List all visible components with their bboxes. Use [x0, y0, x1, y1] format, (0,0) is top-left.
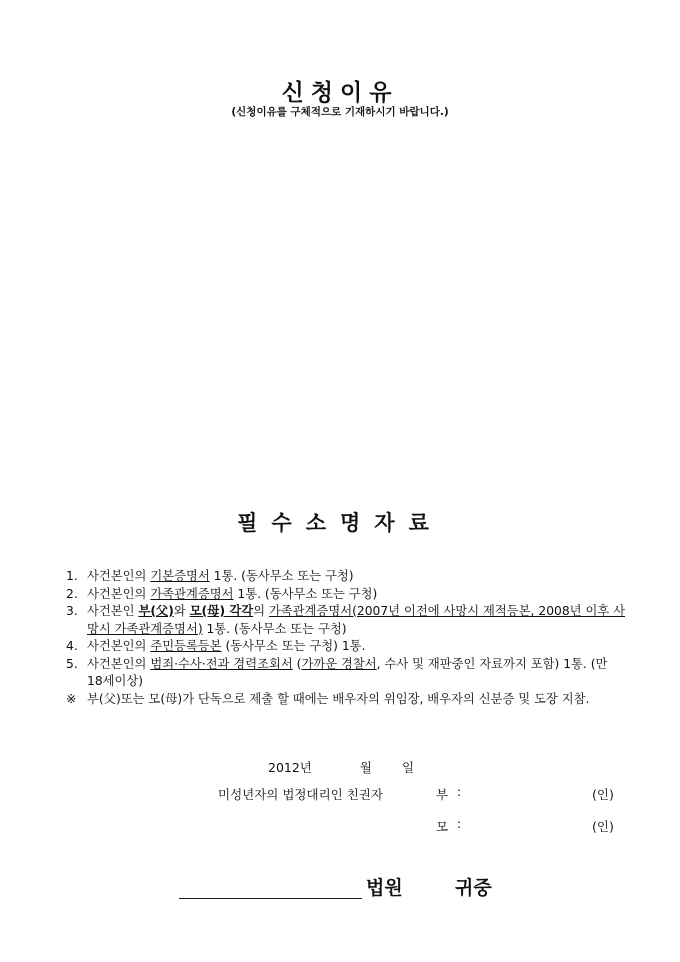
date-month: 월 — [359, 760, 372, 775]
list-item-text-part: 사건본인의 — [87, 656, 151, 671]
guardian-label: 미성년자의 법정대리인 친권자 — [218, 787, 383, 802]
list-item-text — [87, 603, 626, 638]
date-day: 일 — [401, 760, 415, 775]
list-item-text-part: 부(父)또는 모(母)가 단독으로 제출 할 때에는 배우자의 위임장, 배우자의 신분증 및 도장 지참. — [87, 691, 590, 706]
list-item-text-part: 가족관계증명서 — [150, 586, 234, 601]
date-year: 2012년 — [268, 760, 312, 775]
list-item — [66, 638, 626, 656]
list-item-text-part: , 수사 및 재판중인 자료까지 포함) 1통. (만 18세이상) — [87, 656, 608, 688]
list-item-text-part: 가까운 경찰서 — [301, 656, 377, 671]
list-item-text — [87, 638, 626, 656]
list-item-text-part: 사건본인의 — [87, 639, 151, 653]
list-item-text-part: ( — [292, 656, 302, 671]
mother-colon: : — [457, 816, 462, 831]
list-item-text-part: 주민등록등본 — [150, 639, 222, 653]
list-item — [66, 656, 626, 691]
list-item — [66, 568, 626, 586]
list-item-text-part: 의 — [253, 604, 269, 618]
list-item-text-part: 부(父) — [138, 604, 174, 618]
signature-date — [268, 758, 414, 776]
page-subtitle: (신청이유를 구체적으로 기재하시기 바랍니다.) — [231, 106, 449, 118]
list-item-text-part: (동사무소 또는 구청) 1통. — [221, 639, 366, 653]
list-item-number: 1. — [66, 569, 78, 583]
required-docs-title: 필수소명자료 — [237, 511, 443, 535]
list-item — [66, 603, 626, 638]
list-item-text-part: 사건본인 — [87, 604, 139, 618]
list-item-text-part: 기본증명서 — [150, 569, 210, 583]
list-item-text — [87, 586, 626, 604]
list-item-text-part: 범죄·수사·전과 경력조회서 — [150, 656, 293, 671]
list-item-text-part: 1통. (동사무소 또는 구청) — [202, 621, 347, 636]
father-seal: (인) — [592, 787, 614, 802]
mother-label: 모 — [436, 819, 449, 834]
list-item-number: 3. — [66, 604, 78, 618]
list-item-text-part: 와 — [173, 604, 190, 618]
list-item-number: 5. — [66, 656, 78, 671]
list-item — [66, 691, 626, 709]
list-item-number: ※ — [66, 691, 77, 706]
list-item-text-part: 1통. (동사무소 또는 구청) — [233, 586, 378, 601]
mother-seal: (인) — [592, 819, 614, 834]
list-item-text-part: 모(母) 각각 — [189, 604, 254, 618]
list-item-text — [87, 656, 626, 691]
list-item — [66, 586, 626, 604]
list-item-number: 2. — [66, 586, 78, 601]
list-item-text-part: 사건본인의 — [87, 586, 151, 601]
page-title: 신청이유 — [281, 80, 399, 106]
list-item-text-part: 사건본인의 — [87, 569, 151, 583]
court-blank-line — [179, 898, 362, 899]
list-item-text-part: 1통. (동사무소 또는 구청) — [209, 569, 354, 583]
father-colon: : — [457, 784, 462, 799]
court-name: 법원 — [366, 877, 403, 899]
list-item-text — [87, 568, 626, 586]
required-docs-list — [66, 568, 626, 708]
list-item-number: 4. — [66, 639, 78, 653]
list-item-text-part: 가족관계증명서(2007년 이전에 사망시 제적등본, 2008년 이후 사망시 가족관계증명서) — [87, 604, 626, 636]
father-label: 부 — [436, 787, 449, 802]
court-suffix: 귀중 — [455, 877, 492, 899]
list-item-text — [87, 691, 626, 709]
